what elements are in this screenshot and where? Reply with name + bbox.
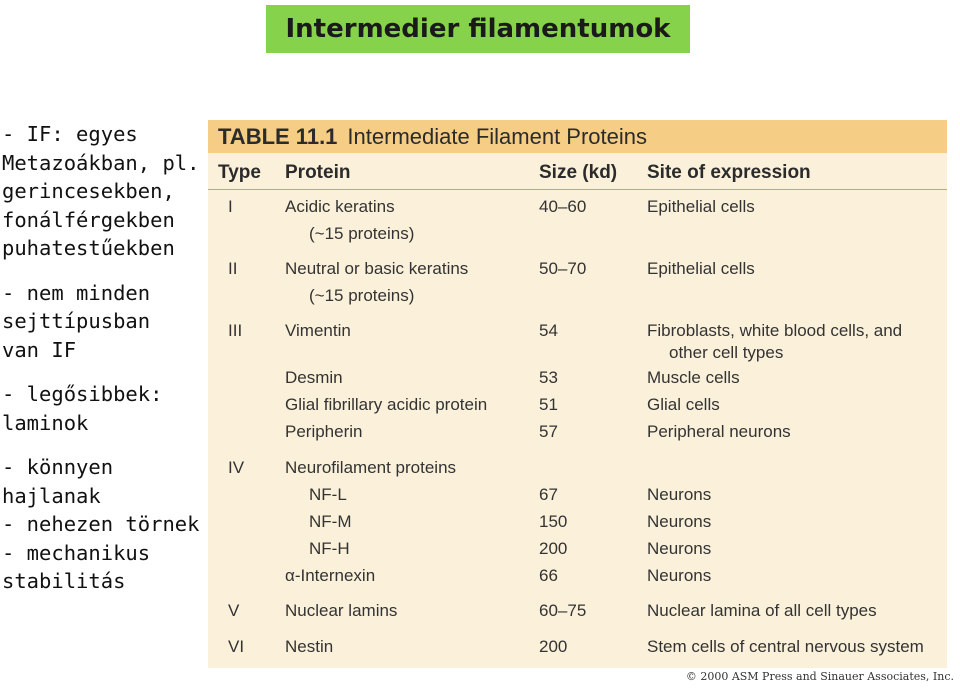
table-cell-type: I (228, 197, 233, 216)
column-header-size: Size (kd) (539, 162, 618, 183)
table-cell-size: 67 (539, 485, 558, 504)
note-line: - nehezen törnek (2, 512, 200, 536)
note-line: - IF: egyes (2, 122, 138, 146)
table-cell-protein: (~15 proteins) (309, 224, 415, 243)
table-cell-size: 200 (539, 637, 568, 656)
table-cell-site: Neurons (647, 485, 712, 504)
note-line: puhatestűekben (2, 236, 175, 260)
table-cell-type: III (228, 321, 243, 340)
copyright-text: © 2000 ASM Press and Sinauer Associates, Inc. (685, 670, 954, 683)
table-cell-type: IV (228, 458, 245, 477)
table-cell-protein: Neurofilament proteins (285, 458, 457, 477)
table-cell-site: Epithelial cells (647, 259, 755, 278)
notes-gap (2, 364, 207, 380)
table-cell-size: 60–75 (539, 601, 587, 620)
table-cell-size: 53 (539, 368, 558, 387)
table-cell-site: Peripheral neurons (647, 422, 791, 441)
table-cell-site: Muscle cells (647, 368, 740, 387)
table-label: TABLE 11.1 (218, 123, 338, 149)
table-caption (208, 120, 947, 153)
note-line: - nem minden (2, 280, 151, 305)
table-cell-site: Glial cells (647, 395, 720, 414)
page-title: Intermedier filamentumok (266, 5, 690, 53)
table-cell-size: 50–70 (539, 259, 587, 278)
table-cell-site: Fibroblasts, white blood cells, and (647, 321, 903, 340)
table-cell-site: Stem cells of central nervous system (647, 637, 924, 656)
table-cell-size: 57 (539, 422, 558, 441)
note-line: Metazoákban, pl. (2, 150, 200, 175)
table-cell-protein: NF-M (309, 512, 352, 531)
note-line: - mechanikus (2, 540, 151, 565)
table-cell-protein: Vimentin (285, 321, 351, 340)
table-cell-protein: Nuclear lamins (285, 601, 398, 620)
table-cell-type: VI (228, 637, 245, 656)
table-cell-protein: Desmin (285, 368, 343, 387)
notes-gap (2, 263, 207, 279)
note-line: laminok (2, 410, 89, 435)
table-cell-size: 150 (539, 512, 568, 531)
table-cell-protein: Glial fibrillary acidic protein (285, 395, 488, 414)
table-cell-protein: (~15 proteins) (309, 286, 415, 305)
column-header-site: Site of expression (647, 162, 811, 183)
note-line: van IF (2, 337, 77, 362)
note-line: sejttípusban (2, 309, 151, 333)
table-cell-type: II (228, 259, 238, 278)
note-line: gerincesekben, (2, 179, 175, 203)
table-cell-site: Neurons (647, 539, 712, 558)
table-cell-site: Neurons (647, 512, 712, 531)
note-line: stabilitás (2, 569, 126, 593)
table-cell-size: 200 (539, 539, 568, 558)
note-line: hajlanak (2, 483, 101, 508)
note-line: fonálférgekben (2, 207, 175, 232)
table-cell-protein: Neutral or basic keratins (285, 259, 469, 278)
table-cell-protein: NF-L (309, 485, 347, 504)
table-cell-protein: Peripherin (285, 422, 363, 441)
notes-gap (2, 437, 207, 453)
table-cell-site: Nuclear lamina of all cell types (647, 601, 877, 620)
table-cell-protein: Nestin (285, 637, 334, 656)
note-line: - könnyen (2, 455, 114, 479)
column-header-type: Type (218, 162, 261, 183)
table-cell-size: 40–60 (539, 197, 587, 216)
table-panel (208, 120, 947, 668)
table-cell-size: 66 (539, 566, 558, 585)
table-cell-site: Epithelial cells (647, 197, 755, 216)
note-line: - legősibbek: (2, 382, 163, 406)
table-cell-protein: α-Internexin (285, 566, 376, 585)
table-cell-protein: NF-H (309, 539, 350, 558)
table-cell-size: 51 (539, 395, 558, 414)
table-cell-site: Neurons (647, 566, 712, 585)
table-cell-size: 54 (539, 321, 558, 340)
table-cell-protein: Acidic keratins (285, 197, 395, 216)
table-cell-type: V (228, 601, 240, 620)
table-cell-site: other cell types (669, 343, 784, 362)
header-rule (208, 189, 947, 190)
table-title: Intermediate Filament Proteins (347, 123, 647, 149)
column-header-protein: Protein (285, 162, 351, 183)
notes-column (2, 120, 207, 596)
